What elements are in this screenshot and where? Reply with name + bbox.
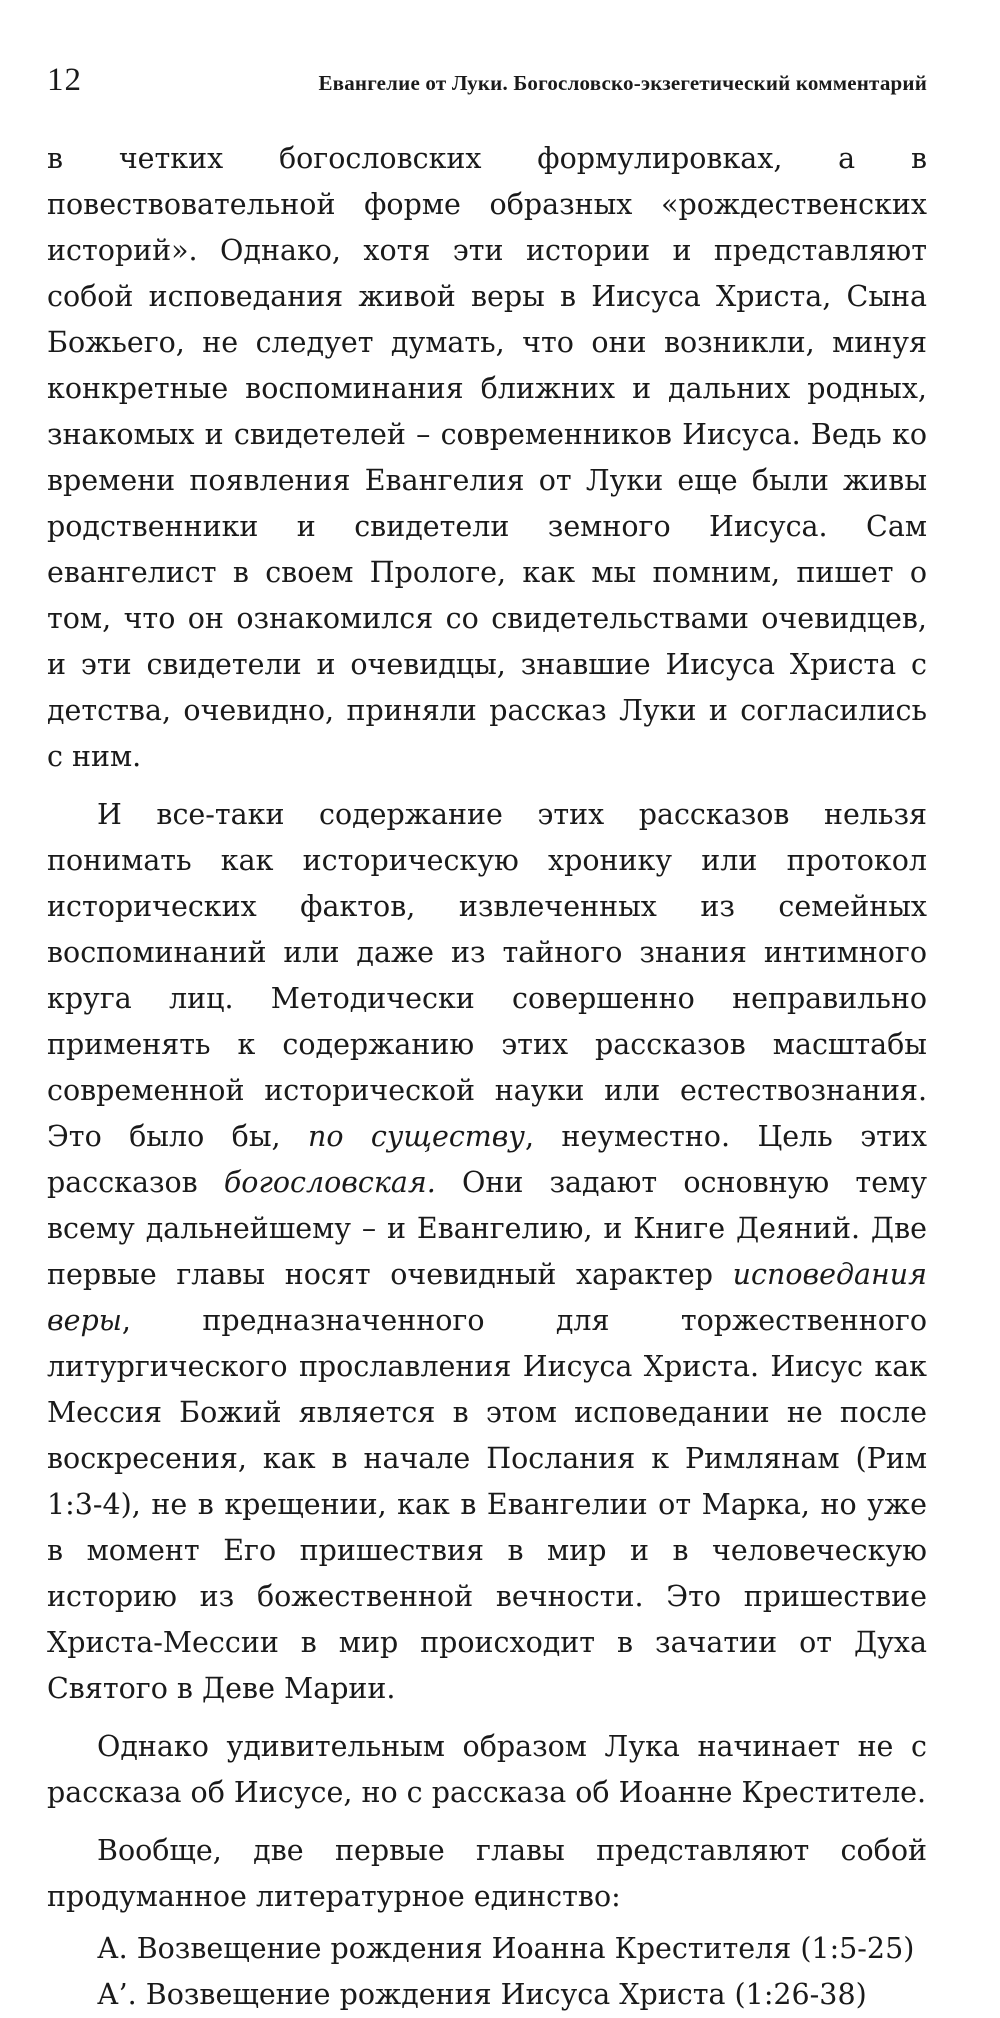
- outline-item: А’. Возвещение рождения Иисуса Христа (1:26-38): [97, 1978, 867, 2011]
- running-title: Евангелие от Луки. Богословско-экзегетический комментарий: [318, 71, 927, 95]
- paragraph-4: Вообще, две первые главы представляют собой продуманное литературное единство:: [47, 1834, 927, 1913]
- paragraph-2-part-c: Они задают основную тему всему дальнейшему – и Евангелию, и Книге Деяний. Две первые главы носят очевидный характер: [47, 1166, 927, 1291]
- paragraph-2-part-a: И все-таки содержание этих рассказов нельзя понимать как историческую хронику или протокол исторических фактов, извлеченных из семейных воспоминаний или даже из тайного знания интимного круга лиц. Методически совершенно неправильно применять к содержанию этих рассказов масштабы современной исторической науки или естествознания. Это было бы,: [47, 798, 927, 1153]
- emphasis-ispovedaniya-very: исповедания веры: [47, 1258, 927, 1337]
- book-page: [47, 62, 927, 2018]
- paragraph-3: Однако удивительным образом Лука начинает не с рассказа об Иисусе, но с рассказа об Иоанне Крестителе.: [47, 1730, 927, 1809]
- paragraph-2-part-d: , предназначенного для торжественного литургического прославления Иисуса Христа. Иисус как Мессия Божий является в этом исповедании не после воскресения, как в начале Послания к Римлянам (Рим 1:3-4), не в крещении, как в Евангелии от Марка, но уже в момент Его пришествия в мир и в человеческую историю из божественной вечности. Это пришествие Христа-Мессии в мир происходит в зачатии от Духа Святого в Деве Марии.: [47, 1304, 927, 1705]
- paragraph-1: в четких богословских формулировках, а в повествовательной форме образных «рождественских историй». Однако, хотя эти истории и представляют собой исповедания живой веры в Иисуса Христа, Сына Божьего, не следует думать, что они возникли, минуя конкретные воспоминания ближних и дальних родных, знакомых и свидетелей – современников Иисуса. Ведь ко времени появления Евангелия от Луки еще были живы родственники и свидетели земного Иисуса. Сам евангелист в своем Прологе, как мы помним, пишет о том, что он ознакомился со свидетельствами очевидцев, и эти свидетели и очевидцы, знавшие Иисуса Христа с детства, очевидно, приняли рассказ Луки и согласились с ним.: [47, 142, 927, 773]
- running-head: [47, 62, 927, 122]
- paragraph-2-part-b: , неуместно. Цель этих рассказов: [47, 1120, 927, 1199]
- outline-item: А. Возвещение рождения Иоанна Крестителя (1:5-25): [97, 1932, 915, 1965]
- paragraph-2: [47, 792, 927, 1712]
- emphasis-bogoslovskaya: богословская.: [223, 1166, 436, 1199]
- emphasis-po-sushchestvu: по существу: [308, 1120, 525, 1153]
- page-number: 12: [47, 62, 82, 98]
- outline-list: [47, 1926, 927, 2018]
